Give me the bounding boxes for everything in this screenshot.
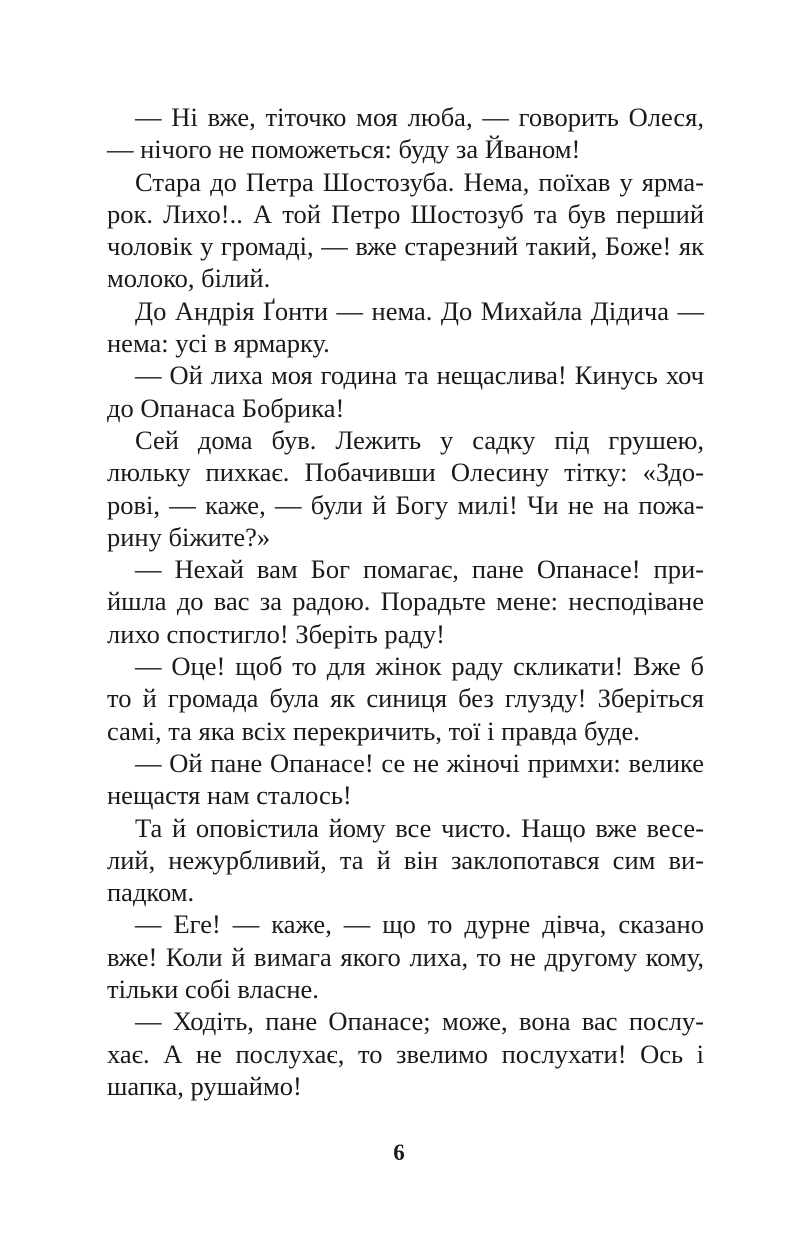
paragraph: — Ні вже, тіточко моя люба, — говорить Олеся, — нічого не поможеться: буду за Йваном! [107,102,704,165]
paragraph: — Еге! — каже, — що то дурне дівча, сказано вже! Коли й вимага якого лиха, то не другому кому, тільки собі власне. [107,909,704,1005]
paragraph: Сей дома був. Лежить у садку під грушею, люльку пихкає. Побачивши Олесину тітку: «Здорові, — каже, — були й Богу милі! Чи не на пожарину біжите?» [107,424,704,552]
paragraph: Стара до Петра Шостозуба. Нема, поїхав у ярмарок. Лихо!.. А той Петро Шостозуб та був перший чоловік у громаді, — вже старезний такий, Боже! як молоко, білий. [107,166,704,294]
paragraph: Та й оповістила йому все чисто. Нащо вже веселий, нежурбливий, та й він заклопотався сим випадком. [107,812,704,908]
paragraph: — Ой пане Опанасе! се не жіночі примхи: велике нещастя нам сталось! [107,747,704,811]
paragraph: — Нехай вам Бог помагає, пане Опанасе! прийшла до вас за радою. Порадьте мене: несподіване лихо спостигло! Зберіть раду! [107,554,704,649]
page-number: 6 [393,1140,405,1165]
paragraph: До Андрія Ґонти — нема. До Михайла Дідича — нема: усі в ярмарку. [107,295,704,359]
page-body [107,101,704,1102]
paragraph: — Оце! щоб то для жінок раду скликати! Вже б то й громада була як синиця без глузду! Зберіться самі, та яка всіх перекричить, тої і правда буде. [107,651,704,746]
paragraph: — Ходіть, пане Опанасе; може, вона вас послухає. А не послухає, то звелимо послухати! Ось і шапка, рушаймо! [107,1006,704,1101]
paragraph: — Ой лиха моя година та нещаслива! Кинусь хоч до Опанаса Бобрика! [107,360,704,423]
